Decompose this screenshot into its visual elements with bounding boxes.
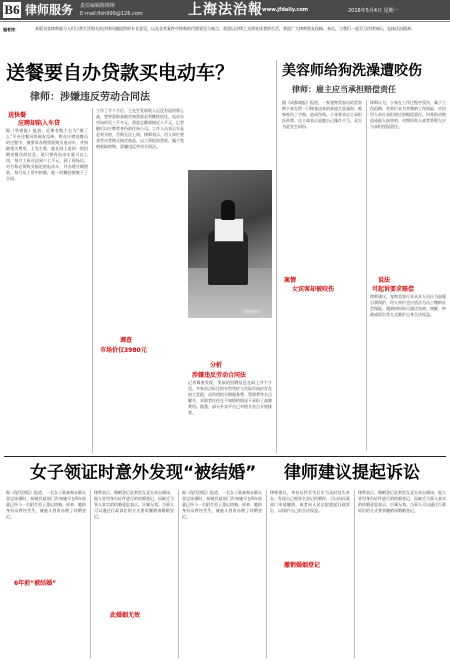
article1-subhead-2: 应聘却陷入车贷 <box>18 120 61 127</box>
column-rule <box>92 108 93 453</box>
section-title: 律师服务 <box>25 3 74 17</box>
editor-note-label: 编者按： <box>3 27 19 32</box>
article1-subhead-4: 市场价仅3980元 <box>100 347 147 354</box>
article3-subhead-1: 6年前“被结婚” <box>14 580 57 587</box>
article3-subhead-3: 撤销婚姻登记 <box>284 562 321 569</box>
article1-body-col3: 记者调查发现，类似的招聘信息在网上并不少见，多家站点标注的车型售价与实际市场价存在较大差距，而所谓的分期服务费、管理费等名目繁多，求职者往往在不知情的情况下承担了高额费用。据悉，部分外卖平台已对相关站点开展排查。 <box>188 380 272 415</box>
article2-subhead-4: 可起诉要求赔偿 <box>372 286 415 293</box>
column-rule <box>276 60 277 453</box>
article3-body-col3: 据《现代快报》报道，一名女子准备和未婚夫登记结婚时，却被民政部门告知她早在6年前就已经与一名陌生男子登记结婚。原来，她的身份证曾经丢失，被他人冒用办理了结婚登记。 <box>182 490 262 519</box>
editor-label: 责任编辑 <box>80 3 101 9</box>
article3-body-col2: 律师表示，婚姻登记必须男女双方亲自到场，他人冒用身份证件进行的结婚登记，因缺乏当事人真实的结婚意思表示，应属无效。当事人可以通过行政诉讼的方式要求撤销该婚姻登记。 <box>94 490 174 519</box>
article1-subhead-3: 调查 <box>120 337 133 344</box>
article1-body-col2: 工作了半个月后，王先生发现收入远没有说的那么高，想要辞职却被告知贷款必须继续偿还，电动车市场价仅三千多元，贷款总额却接近八千元。记者随后以应聘者身份前往该公司，工作人员表示车是必须买的，否则无法上岗。律师表示，用人单位要求劳动者购买指定商品、以工资抵扣贷款，属于变相收取财物，涉嫌违反劳动合同法。 <box>96 108 184 149</box>
photo-caption: 资料图片 <box>244 309 260 314</box>
editor-name: 陈斯斯 <box>100 3 116 9</box>
article1-subhead-6: 涉嫌违反劳动合同法 <box>192 372 247 379</box>
article2-deck: 律师：雇主应当承担赔偿责任 <box>292 85 396 94</box>
article1-headline: 送餐要自办贷款买电动车？ <box>6 62 235 84</box>
column-rule <box>90 490 91 658</box>
article2-subhead-3: 说法 <box>378 277 391 284</box>
article3-body-col1: 据《现代快报》报道，一名女子准备和未婚夫登记结婚时，却被民政部门告知她早在6年前就已经与一名陌生男子登记结婚。原来，她的身份证曾经丢失，被他人冒用办理了结婚登记。 <box>6 490 86 519</box>
column-rule <box>354 490 355 658</box>
article2-headline: 美容师给狗洗澡遭咬伤 <box>282 63 422 79</box>
article1-body-col1: 据《华商报》报道，近期有数个名为“饿了么”平台送餐员的网友反映，称在应聘送餐员的过程中，被要求办理贷款购买电动车，并扣除相关费用。王先生称，他在网上看到一则招聘送餐员的信息，说只要有电动车就可以上岗，每月工资可达到六七千元。到了现场后，对方称必须购买指定的电动车，并办理分期贷款，每月从工资中扣除，他一时糊涂便签下了合同。 <box>6 128 88 181</box>
article1-photo <box>188 170 272 318</box>
article2-subhead-1: 案情 <box>284 277 297 284</box>
photo-rider <box>221 200 235 220</box>
page-logo: B6 <box>4 2 20 17</box>
editor-email[interactable]: E-mail:lfsh999@126.com <box>80 11 143 17</box>
column-rule <box>178 490 179 658</box>
article2-body-col3: 律师建议，宠物美容行业从业人员应当加强自我保护，用人单位也应依法为员工缴纳社会保险，遇到纠纷时可通过协商、调解、仲裁或诉讼等方式维护自身合法权益。 <box>370 294 446 317</box>
issue-date: 2018年5月4日 星期一 <box>348 8 399 14</box>
article3-body-col4: 律师建议，身份证件丢失后应当及时挂失补办，发现自己被冒名登记结婚时，可以向民政部门申请撤销，或者向人民法院提起行政诉讼，以保护自己的合法权益。 <box>270 490 350 513</box>
photo-delivery-box <box>214 218 244 242</box>
article3-headline-right: 律师建议提起诉讼 <box>284 463 420 483</box>
header-rule <box>0 21 450 22</box>
article1-subhead-1: 送快餐 <box>8 112 27 119</box>
article3-headline: 女子领证时意外发现“被结婚” <box>30 463 257 483</box>
article3-body-col5: 律师表示，婚姻登记必须男女双方亲自到场，他人冒用身份证件进行的结婚登记，因缺乏当事人真实的结婚意思表示，应属无效。当事人可以通过行政诉讼的方式要求撤销该婚姻登记。 <box>358 490 446 513</box>
masthead: 上海法治報 <box>188 2 263 18</box>
article1-deck: 律师：涉嫌违反劳动合同法 <box>30 92 150 103</box>
article2-body-col2: 律师认为，小张在工作过程中受伤，属于工伤范畴，若单位未为其缴纳工伤保险，应由用人单位承担相应的赔偿责任。饲养的动物造成他人损害的，动物饲养人或者管理人应当承担侵权责任。 <box>370 100 446 129</box>
column-rule <box>266 490 267 658</box>
article2-subhead-2: 女宾客却被咬伤 <box>292 286 335 293</box>
website-url[interactable]: www.jfdaily.com <box>262 7 309 13</box>
editor-note: 本版刊登律师就与人们日常生活相关的法律问题提供的专业意见，以及各类案件中律师的代理意见与观点。希望以法律之光照亮读者的生活，欢迎广大律师朋友投稿、来信，与我们一起学习法律知识，弘扬法治精神。 <box>35 26 415 31</box>
article1-subhead-5: 分析 <box>210 362 223 369</box>
section-separator <box>4 456 446 457</box>
article2-body-col1: 据《成都商报》报道，一家宠物美容店的美容师小张在给一只顾客送来的泰迪犬洗澡时，被狗咬伤了手指，造成伤残。小张要求店主承担医药费，店主却表示是她自己操作不当，双方为此发生纠纷。 <box>282 100 362 129</box>
article3-subhead-2: 此婚姻无效 <box>110 612 141 619</box>
column-rule <box>366 100 367 450</box>
